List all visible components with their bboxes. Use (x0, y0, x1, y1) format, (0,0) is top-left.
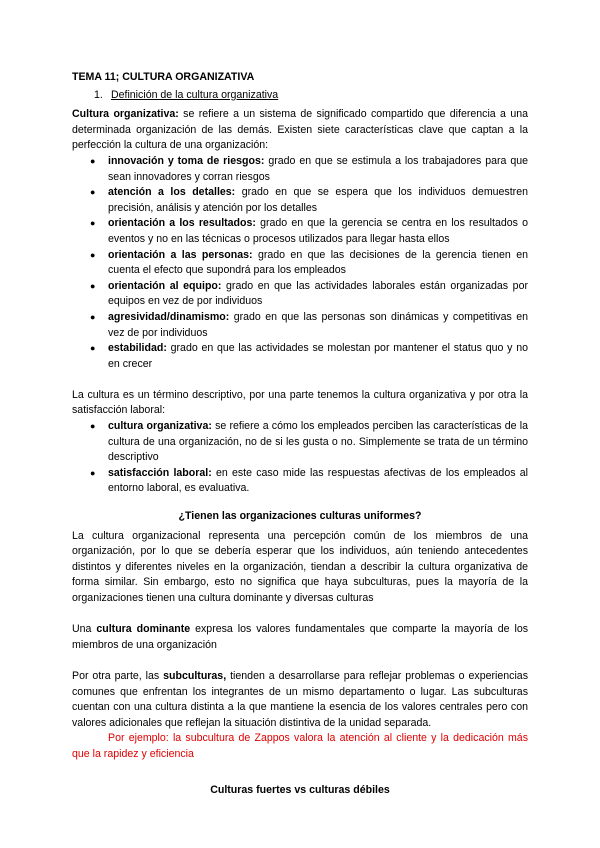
sub-term: subculturas, (163, 669, 227, 682)
list-item (90, 185, 528, 216)
bullet-icon: ● (90, 249, 96, 260)
item-term: agresividad/dinamismo: (108, 310, 230, 323)
descriptive-paragraph: La cultura es un término descriptivo, por una parte tenemos la cultura organizativa y por otra la satisfacción laboral: (72, 388, 528, 417)
section-label: Definición de la cultura organizativa (110, 88, 279, 101)
section-heading (94, 88, 528, 104)
list-item (90, 154, 528, 185)
spacer (72, 607, 528, 623)
page-title: TEMA 11; CULTURA ORGANIZATIVA (72, 71, 255, 83)
item-term: estabilidad: (108, 342, 167, 355)
list-item (90, 248, 528, 279)
item-text: grado en que se espera que los individuos demuestren precisión, análisis y atención por los detalles (108, 186, 528, 214)
item-term: orientación a las personas: (108, 248, 253, 261)
item-term: satisfacción laboral: (108, 466, 212, 479)
spacer (72, 653, 528, 669)
bullet-icon: ● (90, 311, 96, 322)
item-term: orientación al equipo: (108, 279, 222, 292)
bullet-icon: ● (90, 280, 96, 291)
list-item (90, 279, 528, 310)
bullet-icon: ● (90, 155, 96, 166)
strong-weak-heading: Culturas fuertes vs culturas débiles (210, 783, 390, 796)
sub-post: tienden a desarrollarse para reflejar problemas o experiencias comunes que enfrentan los integrantes de un mismo departamento o lugar. Las subculturas cuentan con una cultura distinta a la que mantiene la esencia de los valores centrales pero con valores adicionales que reflejan la situación distintiva de la unidad separada. (72, 669, 528, 729)
item-text: grado en que las decisiones de la gerencia tienen en cuenta el efecto que supondrá para los empleados (108, 248, 528, 277)
characteristics-list (72, 154, 528, 372)
list-item (90, 341, 528, 372)
list-item (90, 216, 528, 247)
bullet-icon: ● (90, 187, 96, 198)
item-term: orientación a los resultados: (108, 217, 256, 230)
item-text: en este caso mide las respuestas afectivas de los empleados al entorno laboral, es evaluativa. (108, 466, 528, 495)
spacer (72, 763, 528, 783)
list-item (90, 419, 528, 466)
item-term: atención a los detalles: (108, 186, 236, 199)
dominant-post: expresa los valores fundamentales que comparte la mayoría de los miembros de una organización (72, 623, 529, 651)
bullet-icon: ● (90, 218, 96, 229)
example-paragraph: Por ejemplo: la subcultura de Zappos valora la atención al cliente y la dedicación más que la rapidez y eficiencia (72, 732, 528, 760)
descriptive-list (72, 419, 528, 497)
dominant-pre: Una (72, 623, 97, 636)
item-term: cultura organizativa: (108, 420, 212, 433)
list-item (90, 310, 528, 341)
bullet-icon: ● (90, 343, 96, 354)
sub-pre: Por otra parte, las (72, 669, 164, 682)
definition-text: se refiere a un sistema de significado compartido que diferencia a una determinada organización de las demás. Existen siete características clave que captan a la perfección la cultura de una organización: (72, 108, 528, 152)
item-text: grado en que las actividades se molestan por mantener el status quo y no en crecer (108, 342, 528, 370)
item-text: grado en que las personas son dinámicas y competitivas en vez de por individuos (108, 310, 528, 339)
subculture-paragraph (72, 669, 528, 731)
item-term: innovación y toma de riesgos: (108, 154, 265, 167)
list-item (90, 466, 528, 497)
bullet-icon: ● (90, 467, 96, 478)
definition-paragraph (72, 107, 528, 154)
definition-term: Cultura organizativa: (72, 108, 179, 121)
spacer (72, 497, 528, 509)
item-text: grado en que las actividades laborales están organizadas por equipos en vez de por individuos (108, 279, 528, 308)
item-text: se refiere a cómo los empleados perciben las características de la cultura de una organización, no de si les gusta o no. Simplemente se trata de un término descriptivo (108, 420, 528, 464)
item-text: grado en que se estimula a los trabajadores para que sean innovadores y corran riesgos (108, 154, 529, 183)
item-text: grado en que la gerencia se centra en los resultados o eventos y no en las técnicas o procesos utilizados para llegar hasta ellos (108, 217, 528, 245)
bullet-icon: ● (90, 421, 96, 432)
spacer (72, 372, 528, 388)
dominant-paragraph (72, 622, 528, 653)
dominant-term: cultura dominante (96, 623, 191, 636)
uniform-heading: ¿Tienen las organizaciones culturas uniformes? (178, 510, 422, 523)
document-page (72, 70, 528, 798)
section-number: 1. (94, 88, 103, 101)
uniform-paragraph: La cultura organizacional representa una percepción común de los miembros de una organización, por lo que se debería esperar que los individuos, aún teniendo antecedentes distintos y diferentes niveles en la organización, tiendan a describir la cultura organizativa de forma similar. Sin embargo, esto no significa que haya subculturas, pues la mayoría de la organizaciones tienen una cultura dominante y diversas culturas (72, 529, 528, 604)
